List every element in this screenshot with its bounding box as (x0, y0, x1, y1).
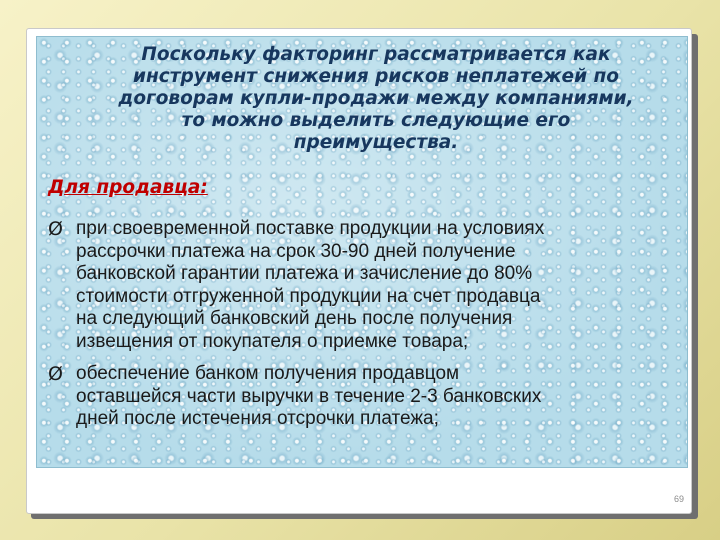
benefit-bullet-1 (48, 218, 678, 353)
slide-content (36, 36, 686, 466)
intro-paragraph: Поскольку факторинг рассматривается как инструмент снижения рисков неплатежей по договорам купли-продажи между компаниями, то можно выделить следующие его преимущества. (118, 44, 634, 153)
arrow-bullet-icon: Ø (48, 363, 63, 385)
arrow-bullet-icon: Ø (48, 218, 63, 240)
slide-number: 69 (673, 494, 684, 504)
seller-heading: Для продавца: (48, 177, 208, 198)
benefit-text-2: обеспечение банком получения продавцом оставшейся части выручки в течение 2-3 банковских дней после истечения отсрочки платежа; (76, 363, 542, 429)
benefit-text-1: при своевременной поставке продукции на условиях рассрочки платежа на срок 30-90 дней получение банковской гарантии платежа и зачисление до 80% стоимости отгруженной продукции на счет продавца на следующий банковский день после получения извещения от покупателя о приемке товара; (76, 218, 545, 352)
benefit-bullet-2 (48, 363, 678, 431)
